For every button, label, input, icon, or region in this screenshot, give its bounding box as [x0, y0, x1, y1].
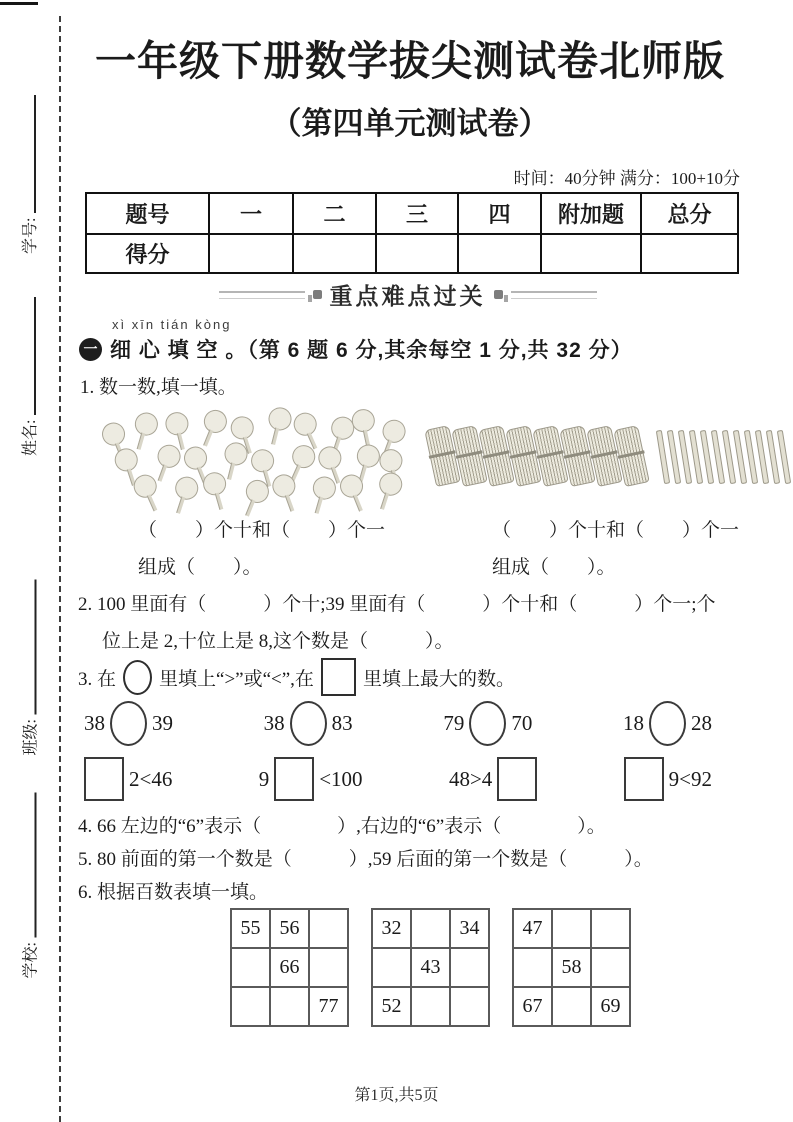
- max-digit-item: [624, 757, 712, 801]
- comparison-item: [623, 701, 712, 746]
- sidebar-field-label: 学号:: [21, 217, 39, 254]
- lollipop-head: [98, 419, 128, 449]
- answer-circle: [290, 701, 327, 746]
- sidebar-field-label: 班级:: [21, 719, 39, 756]
- question3-mid: 里填上“>”或“<”,在: [159, 668, 314, 690]
- section1-pinyin: xì xīn tián kòng: [112, 317, 232, 332]
- square-placeholder-icon: [321, 658, 356, 696]
- score-empty-cell: [209, 234, 293, 273]
- score-table-header-cell: 总分: [641, 193, 738, 234]
- expression-suffix: 2<46: [129, 766, 173, 791]
- left-number: 38: [84, 711, 105, 735]
- page-footer: 第1页,共5页: [354, 1087, 439, 1104]
- score-empty-cell: [376, 234, 458, 273]
- score-table-header-cell: 三: [376, 193, 458, 234]
- grid-empty-cell: [411, 909, 450, 948]
- banner-right-line: [511, 291, 597, 299]
- question2-text: [78, 586, 716, 660]
- section-banner: [75, 278, 740, 311]
- banner-left-line: [219, 291, 305, 299]
- grid-empty-cell: [552, 909, 591, 948]
- score-table-header-cell: 二: [293, 193, 376, 234]
- hundred-chart-grid: [371, 908, 490, 1027]
- score-table-header-cell: 一: [209, 193, 293, 234]
- lollipop-head: [222, 440, 250, 468]
- hundred-chart-grid: [512, 908, 631, 1027]
- lollipop-picture: [95, 406, 407, 518]
- answer-circle: [649, 701, 686, 746]
- expression-prefix: 48>4: [448, 766, 493, 791]
- question6-text: 6. 根据百数表填一填。: [78, 882, 269, 903]
- right-number: 39: [152, 711, 173, 735]
- question4-text: 4. 66 左边的“6”表示（ ）,右边的“6”表示（ ）。: [78, 816, 606, 837]
- lollipop-head: [132, 410, 160, 438]
- question1-left-blanks: [138, 512, 385, 586]
- sidebar-dashed-divider: [59, 16, 61, 1122]
- grid-empty-cell: [231, 987, 270, 1026]
- comparison-item: [84, 701, 173, 746]
- page-title: 一年级下册数学拔尖测试卷北师版: [95, 38, 725, 84]
- sidebar-field-blank-line: [20, 792, 36, 937]
- lollipop-stick: [285, 494, 295, 511]
- expression-prefix: 9: [258, 766, 270, 791]
- lollipop-stick: [147, 494, 158, 511]
- grid-number-cell: 58: [552, 948, 591, 987]
- banner-title: 重点难点过关: [329, 283, 486, 309]
- grid-number-cell: 32: [372, 909, 411, 948]
- blank-line: 组成（ ）。: [138, 557, 262, 578]
- lollipop-stick: [203, 429, 213, 446]
- grid-number-cell: 55: [231, 909, 270, 948]
- max-digit-item: [259, 757, 363, 801]
- stick-picture: [430, 427, 787, 485]
- grid-empty-cell: [450, 948, 489, 987]
- stick-bundles: [430, 427, 644, 485]
- grid-number-cell: 47: [513, 909, 552, 948]
- grid-empty-cell: [513, 948, 552, 987]
- answer-circle: [110, 701, 147, 746]
- hundred-chart-grid: [230, 908, 349, 1027]
- comparison-item: [264, 701, 353, 746]
- sidebar-field-label: 姓名:: [21, 419, 39, 456]
- circle-placeholder-icon: [123, 660, 152, 695]
- page-corner-mark: [0, 2, 38, 5]
- sidebar-name-field: [13, 278, 43, 456]
- grid-number-cell: 69: [591, 987, 630, 1026]
- comparison-item: [443, 701, 532, 746]
- question2-line2: 位上是 2,十位上是 8,这个数是（ ）。: [102, 631, 454, 652]
- left-number: 79: [443, 711, 465, 735]
- question5-text: 5. 80 前面的第一个数是（ ）,59 后面的第一个数是（ ）。: [78, 849, 653, 870]
- section1-number-badge: 一: [79, 338, 102, 361]
- grid-empty-cell: [591, 948, 630, 987]
- sidebar-field-label: 学校:: [21, 942, 39, 979]
- lollipop-stick: [215, 492, 224, 509]
- expression-suffix: 9<92: [668, 766, 712, 791]
- question3-prefix: 3. 在: [78, 668, 117, 690]
- lollipop-icon: [260, 405, 294, 453]
- score-empty-cell: [293, 234, 376, 273]
- score-row-label: 得分: [86, 234, 209, 273]
- answer-box: [274, 757, 314, 801]
- lollipop-head: [310, 474, 338, 502]
- sidebar-field-blank-line: [20, 579, 36, 714]
- lollipop-head: [290, 409, 320, 439]
- question3-square-row: [84, 757, 712, 801]
- grid-number-cell: 56: [270, 909, 309, 948]
- grid-empty-cell: [411, 987, 450, 1026]
- lollipop-stick: [271, 428, 279, 445]
- banner-right-ornament-icon: [494, 290, 503, 299]
- max-digit-item: [84, 757, 172, 801]
- grid-number-cell: 52: [372, 987, 411, 1026]
- question1-right-blanks: [492, 512, 739, 586]
- grid-empty-cell: [450, 987, 489, 1026]
- lollipop-stick: [353, 494, 363, 511]
- score-table: [85, 192, 739, 274]
- answer-box: [497, 757, 537, 801]
- sidebar-field-blank-line: [20, 95, 36, 213]
- left-number: 38: [263, 711, 285, 735]
- question3-circle-row: [84, 701, 712, 746]
- loose-sticks: [660, 430, 787, 484]
- grid-empty-cell: [372, 948, 411, 987]
- grid-empty-cell: [591, 909, 630, 948]
- score-table-header-cell: 四: [458, 193, 541, 234]
- expression-suffix: <100: [319, 766, 363, 791]
- grid-number-cell: 66: [270, 948, 309, 987]
- lollipop-head: [227, 414, 256, 443]
- score-empty-cell: [458, 234, 541, 273]
- sidebar-class-field: [13, 561, 43, 756]
- grid-empty-cell: [309, 948, 348, 987]
- sidebar-school-field: [13, 774, 43, 979]
- grid-number-cell: 43: [411, 948, 450, 987]
- section1-title: 细 心 填 空 。（第 6 题 6 分,其余每空 1 分,共 32 分）: [110, 339, 633, 362]
- page-subtitle: （第四单元测试卷）: [270, 106, 550, 141]
- lollipop-stick: [158, 464, 168, 481]
- lollipop-stick: [137, 432, 146, 449]
- answer-box: [624, 757, 664, 801]
- grid-number-cell: 77: [309, 987, 348, 1026]
- question3-suffix: 里填上最大的数。: [362, 668, 515, 690]
- question3-text: [78, 658, 515, 696]
- grid-empty-cell: [552, 987, 591, 1026]
- grid-empty-cell: [231, 948, 270, 987]
- sidebar-field-blank-line: [20, 297, 36, 415]
- sidebar-student-number-field: [13, 76, 43, 254]
- blank-line: 组成（ ）。: [492, 557, 616, 578]
- grid-number-cell: 34: [450, 909, 489, 948]
- score-empty-cell: [641, 234, 738, 273]
- right-number: 83: [331, 711, 353, 735]
- grid-number-cell: 67: [513, 987, 552, 1026]
- score-empty-cell: [541, 234, 641, 273]
- left-number: 18: [622, 711, 644, 735]
- section1-heading: [79, 334, 633, 364]
- question1-text: 1. 数一数,填一填。: [80, 377, 237, 398]
- blank-line: （ ）个十和（ ）个一: [138, 520, 386, 541]
- lollipop-stick: [227, 463, 235, 480]
- question2-line1: 2. 100 里面有（ ）个十;39 里面有（ ）个十和（ ）个一;个: [78, 594, 716, 615]
- grid-empty-cell: [270, 987, 309, 1026]
- score-table-header-cell: 题号: [86, 193, 209, 234]
- answer-circle: [469, 701, 506, 746]
- grid-empty-cell: [309, 909, 348, 948]
- banner-left-ornament-icon: [313, 290, 322, 299]
- time-score-info: 时间：40分钟 满分：100+10分: [513, 169, 740, 188]
- hundred-chart-grids: [230, 908, 631, 1027]
- max-digit-item: [449, 757, 537, 801]
- right-number: 70: [511, 711, 533, 735]
- lollipop-head: [379, 416, 408, 445]
- lollipop-stick: [380, 492, 389, 509]
- right-number: 28: [690, 711, 712, 735]
- answer-box: [84, 757, 124, 801]
- lollipop-head: [200, 406, 230, 436]
- score-table-header-cell: 附加题: [541, 193, 641, 234]
- blank-line: （ ）个十和（ ）个一: [492, 520, 740, 541]
